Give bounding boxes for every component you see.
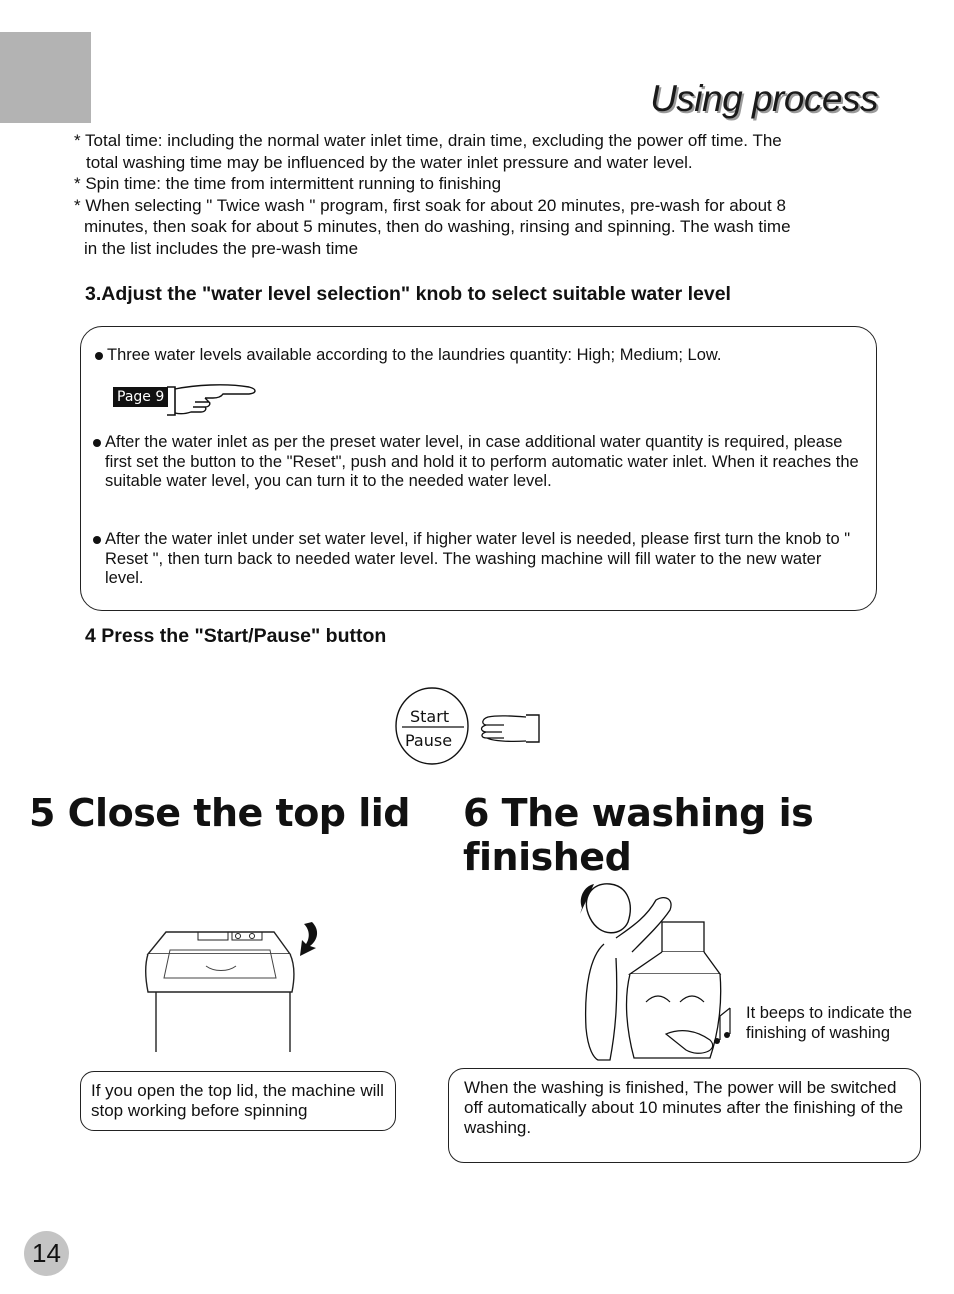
note-line: * Spin time: the time from intermittent running to finishing bbox=[74, 174, 502, 193]
step6-heading: 6 The washing is finished bbox=[463, 791, 814, 879]
step3-heading: 3.Adjust the "water level selection" knob to select suitable water level bbox=[85, 283, 731, 305]
step5-heading: 5 Close the top lid bbox=[29, 791, 410, 835]
note-line: * Total time: including the normal water inlet time, drain time, excluding the power off time. The bbox=[74, 131, 782, 150]
page-title: Using process bbox=[650, 78, 878, 119]
note-spin-time bbox=[74, 173, 904, 195]
bullet-icon bbox=[93, 536, 101, 544]
finished-caption-text: When the washing is finished, The power will be switched off automatically about 10 minutes after the finishing of the washing. bbox=[464, 1078, 904, 1137]
washing-machine-lid-icon bbox=[140, 912, 340, 1058]
step4-heading: 4 Press the "Start/Pause" button bbox=[85, 625, 387, 647]
water-level-info-box bbox=[80, 326, 877, 611]
pause-label: Pause bbox=[405, 731, 453, 750]
lid-caption-text: If you open the top lid, the machine will stop working before spinning bbox=[91, 1081, 384, 1120]
page-number: 14 bbox=[24, 1231, 69, 1276]
note-line: total washing time may be influenced by the water inlet pressure and water level. bbox=[86, 152, 693, 172]
bullet-text: Three water levels available according to the laundries quantity: High; Medium; Low. bbox=[107, 346, 722, 364]
bullet-higher-water bbox=[93, 530, 863, 589]
bullet-icon bbox=[93, 439, 101, 447]
start-label: Start bbox=[410, 707, 450, 726]
bullet-additional-water bbox=[93, 433, 863, 492]
page-ref-badge: Page 9 bbox=[113, 387, 168, 407]
beep-note: It beeps to indicate the finishing of washing bbox=[746, 1004, 913, 1042]
notes-list bbox=[74, 130, 904, 259]
bullet-icon bbox=[95, 352, 103, 360]
note-line: minutes, then soak for about 5 minutes, then do washing, rinsing and spinning. The wash time bbox=[84, 217, 791, 236]
pointing-hand-icon bbox=[165, 381, 261, 421]
note-line: * When selecting " Twice wash " program, first soak for about 20 minutes, pre-wash for about 8 bbox=[74, 195, 786, 215]
note-line: in the list includes the pre-wash time bbox=[84, 238, 359, 258]
woman-with-washer-icon bbox=[570, 878, 750, 1064]
start-pause-button-icon bbox=[394, 686, 554, 768]
note-total-time bbox=[74, 130, 904, 173]
page-reference bbox=[113, 381, 263, 421]
start-pause-illustration bbox=[394, 686, 554, 768]
bullet-water-levels bbox=[95, 346, 855, 366]
bullet-text: After the water inlet under set water level, if higher water level is needed, please first turn the knob to " Reset ", then turn back to needed water level. The washing machine will fill water to the new water level. bbox=[105, 530, 851, 587]
finished-caption-box bbox=[448, 1068, 921, 1163]
bullet-text: After the water inlet as per the preset water level, in case additional water quantity is required, please first set the button to the "Reset", push and hold it to perform automatic water inlet. When it reaches the suitable water level, you can turn it to the needed water level. bbox=[105, 433, 859, 490]
note-twice-wash bbox=[74, 195, 904, 260]
corner-tab bbox=[0, 32, 91, 123]
lid-caption-box bbox=[80, 1071, 396, 1131]
